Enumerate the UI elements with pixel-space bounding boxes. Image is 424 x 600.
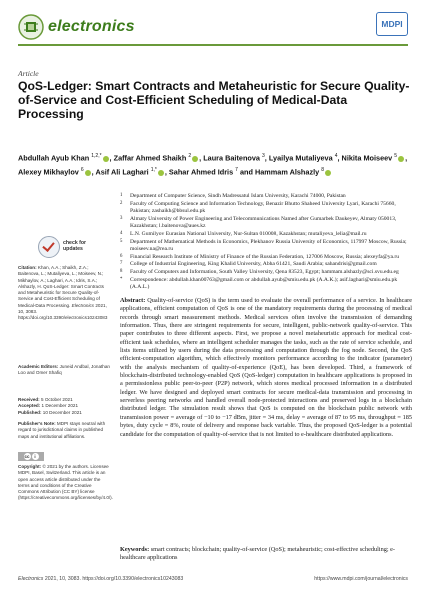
cc-icon: cc bbox=[24, 454, 30, 459]
affiliation-item bbox=[120, 201, 412, 216]
date-value: 1 December 2021 bbox=[41, 403, 79, 409]
affiliation-text: Almaty University of Power Engineering and Telecommunications Named after Gumarbek Daukeyev, Almaty 050013, Kazakhstan; l.baitenova@aues.kz bbox=[130, 215, 397, 230]
affiliation-item bbox=[120, 269, 412, 277]
author-separator: , bbox=[109, 153, 114, 163]
electronics-journal-logo-icon bbox=[18, 14, 44, 40]
author-separator: and bbox=[237, 167, 255, 177]
date-value: 10 December 2021 bbox=[42, 409, 82, 415]
affiliation-text: Department of Mathematical Methods in Economics, Plekhanov Russia University of Economics, 117997 Moscow, Russia; moiseev.na@rea.ru bbox=[130, 238, 407, 253]
copyright-label: Copyright: bbox=[18, 464, 42, 469]
affiliation-item bbox=[120, 261, 412, 269]
copyright-block bbox=[18, 464, 111, 502]
author-affiliation-marker: 6 bbox=[80, 167, 84, 174]
by-icon: i bbox=[32, 453, 39, 460]
author-affiliation-marker: 4 bbox=[334, 153, 338, 159]
author-affiliation-marker: 8 bbox=[321, 167, 324, 174]
author-separator: , bbox=[199, 153, 204, 163]
affiliation-text: L.N. Gumilyov Eurasian National University, Nur-Sultan 010008, Kazakhstan; mutaliyeva_lelia@mail.ru bbox=[130, 230, 367, 237]
affiliation-number: 3 bbox=[120, 215, 123, 221]
author-name[interactable]: Abdullah Ayub Khan bbox=[18, 153, 92, 163]
cc-by-license-badge[interactable] bbox=[18, 452, 44, 461]
editors-block bbox=[18, 364, 111, 377]
date-label: Accepted: bbox=[18, 403, 42, 409]
publisher-note-label: Publisher's Note: bbox=[18, 421, 56, 426]
keywords-label: Keywords: bbox=[120, 546, 150, 553]
publisher-note-text: MDPI stays neutral with regard to jurisdictional claims in published maps and institutional affiliations. bbox=[18, 421, 106, 439]
orcid-icon[interactable] bbox=[103, 156, 109, 162]
affiliation-item bbox=[120, 193, 412, 201]
affiliation-text: College of Industrial Engineering, King Khalid University, Abha 61421, Saudi Arabia; sahandrisi@gmail.com bbox=[130, 261, 377, 268]
citation-text: Khan, A.A.; Shaikh, Z.A.; Baitenova, L.; Mutaliyeva, L.; Moiseev, N.; Mikhaylov, A.; Laghari, A.A.; Idris, S.A.; Alshazly, H. QoS-Ledger: Smart Contracts and Metaheuristic for Secure Quality-of-Service and Cost-Efficient Scheduling of Medical-Data Processing. bbox=[18, 265, 104, 308]
author-affiliation-marker: 3 bbox=[262, 153, 265, 159]
affiliation-text: Faculty of Computing Science and Information Technology, Benazir Bhutto Shaheed University Lyari, Karachi 75660, Pakistan; zashaikh@bbsul.edu.pk bbox=[130, 200, 396, 215]
affiliation-item bbox=[120, 231, 412, 239]
keywords-text: smart contracts; blockchain; quality-of-service (QoS); metaheuristic; cost-effective scheduling; e-healthcare applications bbox=[120, 546, 395, 562]
author-separator: , bbox=[91, 167, 96, 177]
orcid-icon[interactable] bbox=[398, 156, 404, 162]
affiliation-number: 1 bbox=[120, 193, 123, 198]
check-updates-text: check for updates bbox=[63, 240, 87, 252]
footer-journal-url[interactable]: https://www.mdpi.com/journal/electronics bbox=[314, 576, 408, 582]
article-type: Article bbox=[18, 69, 39, 78]
orcid-icon[interactable] bbox=[158, 170, 164, 176]
copyright-text: © 2021 by the authors. Licensee MDPI, Basel, Switzerland. This article is an open access article distributed under the terms and conditions of the Creative Commons Attribution (CC BY) license (https://creativecommons.org/licenses/by/4.0/). bbox=[18, 464, 113, 501]
author-affiliation-marker: 7 bbox=[235, 167, 238, 174]
affiliation-text: Correspondence: abdullah.khan00763@gmail.com or abdullah.ayub@smiu.edu.pk (A.A.K.); asif.laghari@smiu.edu.pk (A.A.L.) bbox=[130, 276, 398, 291]
date-label: Published: bbox=[18, 409, 43, 415]
affiliation-item bbox=[120, 277, 412, 292]
affiliation-number: 4 bbox=[120, 230, 123, 236]
affiliation-number: * bbox=[120, 276, 123, 282]
affiliation-number: 6 bbox=[120, 253, 123, 259]
footer-ref[interactable]: 2021, 10, 3083. https://doi.org/10.3390/electronics10243083 bbox=[44, 576, 184, 582]
author-separator: , bbox=[264, 153, 269, 163]
author-name[interactable]: Alexey Mikhaylov bbox=[18, 167, 81, 177]
editors-names: Juneid Andbal, Jonathan Loo and Omer Shafiq bbox=[18, 364, 110, 376]
publisher-note bbox=[18, 421, 111, 440]
affiliation-item bbox=[120, 216, 412, 231]
affiliation-number: 5 bbox=[120, 238, 123, 244]
journal-name: electronics bbox=[48, 18, 135, 35]
affiliation-number: 8 bbox=[120, 268, 123, 274]
author-affiliation-marker: 5 bbox=[394, 153, 398, 159]
author-affiliation-marker: 1,2,* bbox=[91, 153, 102, 159]
author-name[interactable]: Zaffar Ahmed Shaikh bbox=[113, 153, 189, 163]
citation-journal: Electronics bbox=[71, 302, 95, 308]
journal-header bbox=[18, 14, 135, 40]
affiliation-number: 7 bbox=[120, 261, 123, 267]
author-name[interactable]: Asif Ali Laghari bbox=[95, 167, 151, 177]
date-value: 5 October 2021 bbox=[40, 397, 73, 402]
author-affiliation-marker: 2 bbox=[188, 153, 192, 159]
editors-label: Academic Editors: bbox=[18, 364, 59, 369]
author-name[interactable]: Lyailya Mutaliyeva bbox=[268, 153, 335, 163]
abstract-text: Quality-of-service (QoS) is the term used to evaluate the overall performance of a service. In healthcare applications, efficient computation of QoS is one of the mandatory requirements during the processing of medical records through smart measurement methods. Medical services often involve the transmission of demanding information. Thus, there are stringent requirements for secure, intelligent, public-network quality-of-service. This paper contributes to three different aspects. First, we propose a novel metaheuristic approach for medical cost-efficient task schedules, where an intelligent scheduler manages the tasks, such as the rate of service schedule, and lists items utilized by users during the data processing and computation through the fog node. Second, the QoS efficient-computation algorithm, which effectively monitors performance according to the indicator (parameter) with the analysis mechanism of quality-of-experience (QoE), has been developed. Third, a framework of blockchain-distributed technology-enabled QoS (QoS-ledger) computation in healthcare applications is proposed in a permissionless public peer-to-peer (P2P) network, which stores medical processed information in a distributed ledger. We have designed and deployed smart contracts for secure medical-data transmission and processing in serverless peering networks and handled overall node-protected interactions and preserved logs in a blockchain distributed ledger. The simulation result shows that QoS is computed on the blockchain public network with transmission power = average of −10 to −17 dBm, jitter = 34 ms, delay = average of 87 to 95 ms, throughput = 185 bytes, duty cycle = 8%, route of delivery and response back variable. Thus, the proposed QoS-ledger is a potential candidate for the computation of quality-of-service that is not limited to e-healthcare distributed applications. bbox=[120, 297, 412, 438]
date-label: Received: bbox=[18, 397, 41, 402]
author-name[interactable]: Nikita Moiseev bbox=[341, 153, 395, 163]
date-row bbox=[18, 410, 111, 416]
abstract-label: Abstract: bbox=[120, 297, 146, 304]
affiliations bbox=[120, 193, 412, 292]
author-name[interactable]: Laura Baitenova bbox=[203, 153, 263, 163]
dates-block bbox=[18, 397, 111, 416]
affiliation-item bbox=[120, 239, 412, 254]
footer-citation bbox=[18, 576, 183, 582]
check-updates-icon bbox=[38, 236, 60, 258]
author-name[interactable]: Hammam Alshazly bbox=[254, 167, 322, 177]
orcid-icon[interactable] bbox=[85, 170, 91, 176]
keywords bbox=[120, 546, 412, 563]
author-separator: , bbox=[164, 167, 169, 177]
orcid-icon[interactable] bbox=[192, 156, 198, 162]
author-affiliation-marker: 1,* bbox=[150, 167, 157, 174]
orcid-icon[interactable] bbox=[325, 170, 331, 176]
affiliation-text: Faculty of Computers and Information, South Valley University, Qena 83523, Egypt; hammam.alshazly@sci.svu.edu.eg bbox=[130, 268, 399, 275]
check-for-updates-badge[interactable] bbox=[38, 235, 98, 259]
paper-title: QoS-Ledger: Smart Contracts and Metaheuristic for Secure Quality-of-Service and Cost-Efficient Scheduling of Medical-Data Processing bbox=[18, 79, 410, 122]
footer-journal: Electronics bbox=[18, 576, 44, 582]
mdpi-logo-text: MDPI bbox=[381, 19, 403, 29]
abstract bbox=[120, 297, 412, 439]
citation-ref[interactable]: 2021, 10, 3083. https://doi.org/10.3390/electronics10243083 bbox=[18, 302, 108, 320]
author-separator: , bbox=[337, 153, 342, 163]
affiliation-number: 2 bbox=[120, 200, 123, 206]
header-divider bbox=[18, 44, 408, 46]
affiliation-text: Financial Research Institute of Ministry of Finance of the Russian Federation, 127006 Moscow, Russia; alexeyfa@ya.ru bbox=[130, 253, 400, 260]
affiliation-text: Department of Computer Science, Sindh Madressatul Islam University, Karachi 74000, Pakistan bbox=[130, 193, 346, 199]
author-list bbox=[18, 150, 413, 179]
citation-block bbox=[18, 265, 111, 321]
author-name[interactable]: Sahar Ahmed Idris bbox=[168, 167, 236, 177]
mdpi-logo bbox=[376, 12, 408, 36]
citation-label: Citation: bbox=[18, 265, 37, 270]
author-separator: , bbox=[405, 153, 408, 163]
